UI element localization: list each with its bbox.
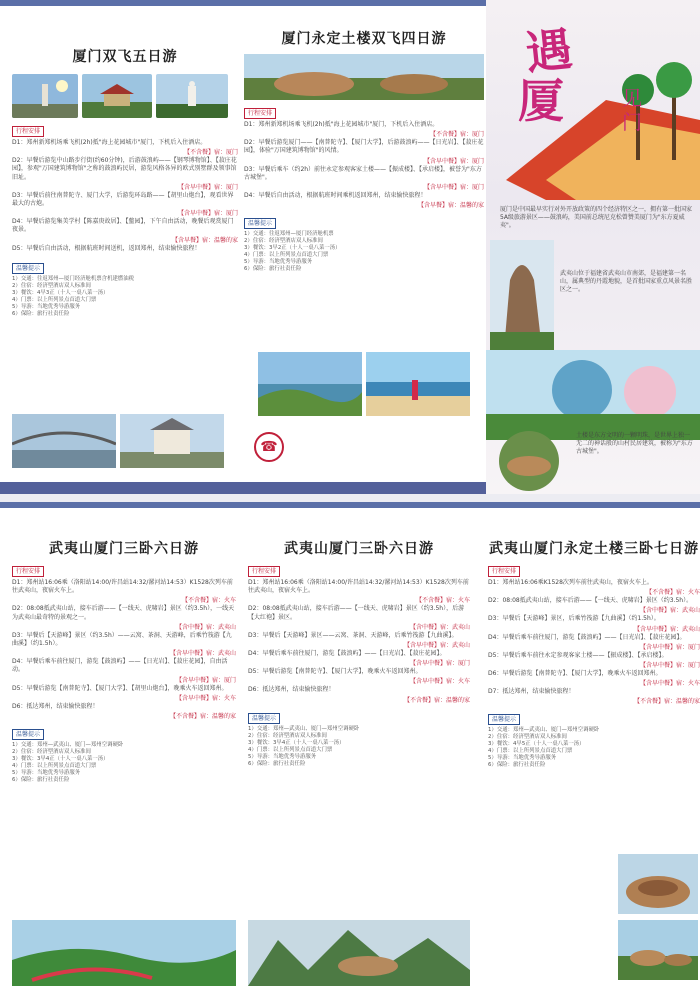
tip-item: 5）导游：当地优秀导游服务 (244, 259, 313, 266)
tip-item: 2）住宿：经济型酒店双人标准间 (488, 734, 567, 741)
day-item: D2：早餐后游览厦门——【南普陀寺】、【厦门大学】，后游鼓浪屿——【日光岩】、【菽庄花园】，体验"万国建筑博物馆"的风情。 (244, 139, 484, 155)
tip-item: 6）保险：旅行社责任险 (12, 310, 70, 317)
coast-photo (258, 352, 362, 416)
tulou-village-photo (618, 920, 698, 980)
meal-note: 【不含餐】宿：火车 (181, 597, 236, 605)
meal-note: 【不含餐】宿：厦门 (429, 131, 484, 139)
tip-item: 6）保险：旅行社责任险 (488, 762, 546, 769)
tulou-panorama-photo (244, 54, 484, 100)
tip-item: 6）保险：旅行社责任险 (248, 760, 306, 767)
panel-xiamen-tulou-4day (244, 0, 484, 494)
brand-title-char: 遇 (523, 21, 575, 81)
tips-list (488, 727, 608, 769)
tip-item: 6）保险：旅行社责任险 (12, 777, 70, 784)
meal-note: 【含中餐】宿：武夷山 (175, 623, 236, 631)
meal-note: 【含早中餐】宿：火车 (175, 694, 236, 702)
day-item: D4：早餐后乘车前往厦门，游览【鼓浪屿】——【日光岩】、【菽庄花园】。 (248, 650, 446, 658)
tips-list (248, 726, 470, 768)
panel-title: 厦门永定土楼双飞四日游 (281, 31, 447, 47)
meal-note: 【含中餐】宿：武夷山 (409, 623, 470, 631)
brand-panel (486, 0, 700, 494)
itinerary-label: 行程安排 (248, 566, 280, 577)
meal-note: 【含早餐】宿：温馨的家 (417, 202, 484, 210)
itinerary-label: 行程安排 (12, 126, 44, 137)
intro-wuyi: 武夷山位于福建省武夷山市南郊，是福建第一名山，属典型的丹霞地貌，是首批国家重点风景名胜区之一。 (560, 270, 693, 293)
photo-row (12, 74, 238, 118)
panel-wuyi-6day-a (12, 502, 236, 986)
day-item: D3：早餐后【天游峰】景区，后乘竹筏游【九曲溪】（约1.5h）。 (488, 615, 660, 623)
day-item: D1：郑州站16:06乘（洛阳站14:00/许昌站14:32/漯河站14:53）K1528次列车前往武夷山，夜宿火车上。 (12, 579, 233, 595)
day-item: D2：早餐后游览中山路步行街(约60分钟)，后游鼓浪屿——【钢琴博物馆】、【菽庄花园】，参观"万国建筑博物馆"之称的鼓浪屿民居，游览风格各异的欧式别墅群及领事馆旧址。 (12, 157, 237, 181)
tip-item: 5）导游：当地优秀导游服务 (12, 770, 81, 777)
tips-label: 温馨提示 (248, 713, 280, 724)
tips-label: 温馨提示 (244, 218, 276, 229)
meal-note: 【含早中餐】宿：武夷山 (633, 625, 700, 633)
tip-item: 1）交通：郑州—武夷山、厦门—郑州空调硬卧 (488, 727, 600, 734)
meal-note: 【含早中餐】宿：火车 (639, 680, 700, 688)
beach-photo (366, 352, 470, 416)
tip-item: 2）住宿：经济型酒店双人标准间 (248, 732, 327, 739)
meal-note: 【含早中餐】宿：厦门 (409, 660, 470, 668)
day-item: D3：早餐后前往南普陀寺、厦门大学，后游览环岛路——【胡里山炮台】，观看世界最大的古炮。 (12, 191, 234, 208)
brand-title-small: 见门 (622, 86, 642, 134)
meal-note: 【含中餐】宿：武夷山 (639, 607, 700, 615)
meal-note: 【不含餐】宿：温馨的家 (403, 696, 470, 704)
day-item: D5：早餐后游览【南普陀寺】、【厦门大学】、【胡里山炮台】，晚乘火车返回郑州。 (12, 684, 228, 692)
day-item: D5：早餐后自由活动，根据航班时间送机，返回郑州，结束愉快旅程！ (12, 244, 201, 252)
brand-title (518, 21, 642, 134)
day-item: D1：郑州新郑机场乘飞机(2h)抵"海上花园城市"厦门，下机后入住酒店。 (244, 121, 439, 128)
tip-item: 6）保险：旅行社责任险 (244, 266, 302, 273)
temple-photo (82, 74, 152, 118)
tips-list (12, 276, 238, 318)
tip-item: 3）餐饮：3早4正（十人一桌八菜一汤） (12, 756, 109, 763)
meal-note: 【不含餐】宿：厦门 (183, 149, 238, 157)
meal-note: 【含早中餐】宿：厦门 (177, 183, 238, 191)
panel-xiamen-5day (12, 0, 238, 494)
day-item: D2：08:08抵武夷山站，接车后游——【一线天、虎啸岩】景区（约3.5h），一线天为武夷山最奇特的景观之一。 (12, 605, 235, 621)
intro-xiamen: 厦门是中国最早实行对外开放政策的四个经济特区之一，拥有第一批国家5A级旅游景区——鼓浪屿，美国前总统尼克松曾赞美厦门为"东方夏威夷"。 (500, 206, 693, 229)
tip-item: 1）交通：往返郑州—厦门经济舱机票含机建燃油税 (12, 275, 135, 282)
day-item: D3：早餐后【天游峰】景区（约3.5h）——云窝、茶洞、天游峰，后乘竹筏游【九曲溪】（约1.5h）。 (12, 631, 232, 648)
meal-note: 【不含餐】宿：火车 (645, 589, 700, 597)
tip-item: 4）门票：以上所列景点首道大门票 (12, 296, 97, 303)
day-item: D5：早餐后游览【南普陀寺】、【厦门大学】，晚乘火车返回郑州。 (248, 668, 422, 676)
tip-item: 4）门票：以上所列景点首道大门票 (244, 252, 329, 259)
tip-item: 3）餐饮：4早5正（十人一桌八菜一汤） (488, 741, 585, 748)
panel-title: 武夷山厦门三卧六日游 (49, 541, 199, 557)
tip-item: 5）导游：当地优秀导游服务 (248, 753, 317, 760)
meal-note: 【不含餐】宿：温馨的家 (633, 698, 700, 706)
meal-note: 【含早中餐】宿：厦门 (177, 210, 238, 218)
itinerary-label: 行程安排 (12, 566, 44, 577)
tip-item: 2）住宿：经济型酒店双人标准间 (12, 282, 91, 289)
day-item: D1：郑州新郑机场乘飞机(2h)抵"海上花园城市"厦门，下机后入住酒店。 (12, 139, 207, 146)
tip-item: 2）住宿：经济型酒店双人标准间 (12, 749, 91, 756)
meal-note: 【不含餐】宿：温馨的家 (169, 713, 236, 721)
day-item: D6：抵达郑州，结束愉快旅程！ (12, 702, 99, 710)
tips-list (244, 231, 484, 273)
tips-list (12, 742, 236, 784)
brand-title-char: 厦 (518, 74, 564, 128)
rock-peak-photo (490, 240, 554, 350)
panel-title: 厦门双飞五日游 (72, 49, 178, 65)
meal-note: 【含早中餐】宿：火车 (409, 678, 470, 686)
panel-title: 武夷山厦门永定土楼三卧七日游 (489, 541, 699, 557)
day-item: D2：08:08抵武夷山站，接车后游——【一线天、虎啸岩】景区（约3.5h），后游【大红袍】景区。 (248, 605, 465, 621)
day-item: D6：早餐后游览【南普陀寺】、【厦门大学】，晚乘火车返回郑州。 (488, 670, 662, 678)
tulou-photo (618, 854, 698, 914)
day-item: D5：早餐后乘车前往永定参观客家土楼——【振成楼】、【承启楼】。 (488, 651, 668, 659)
meal-note: 【含早中餐】宿：厦门 (423, 184, 484, 192)
meal-note: 【含早中餐】宿：武夷山 (169, 650, 236, 658)
tip-item: 4）门票：以上所列景点首道大门票 (12, 763, 97, 770)
tip-item: 5）导游：当地优秀导游服务 (12, 303, 81, 310)
day-item: D3：早餐后乘车（约2h）前往永定参观客家土楼——【振成楼】、【承启楼】，被誉为"东方古城堡"。 (244, 165, 482, 181)
brochure-sheet-bottom (0, 502, 700, 986)
meal-note: 【不含餐】宿：火车 (415, 597, 470, 605)
bottom-photo-row (258, 352, 470, 416)
tip-item: 2）住宿：经济型酒店双人标准间 (244, 238, 323, 245)
wuyi-river-photo (486, 350, 700, 440)
day-item: D4：早餐后乘车前往厦门，游览【鼓浪屿】——【日光岩】、【菽庄花园】。 (488, 633, 686, 641)
meal-note: 【含早中餐】宿：武夷山 (403, 642, 470, 650)
day-item: D2：08:08抵武夷山站，接车后游——【一线天、虎啸岩】景区（约3.5h）。 (488, 597, 693, 605)
tip-item: 3）餐饮：4早3正（十人一桌八菜一汤） (12, 289, 109, 296)
day-item: D4：早餐后游览集美学村【陈嘉庚故居】、【鳌园】，下午自由活动，晚餐后观赏厦门夜景。 (12, 218, 234, 234)
tips-label: 温馨提示 (12, 263, 44, 274)
tip-item: 1）交通：郑州—武夷山、厦门—郑州空调硬卧 (248, 725, 360, 732)
day-item: D1：郑州站16:06乘（洛阳站14:00/许昌站14:32/漯河站14:53）K1528次列车前往武夷山，夜宿火车上。 (248, 579, 469, 595)
mountain-mist-photo (248, 920, 470, 986)
garden-photo (12, 920, 236, 986)
meal-note: 【含早餐】宿：温馨的家 (171, 236, 238, 244)
intro-tulou: 土楼是东方文明的一颗明珠，是世界上独一无二的神话般的山村民居建筑，被称为"东方古城堡"。 (576, 432, 693, 455)
day-item: D4：早餐后乘车前往厦门，游览【鼓浪屿】——【日光岩】、【菽庄花园】，自由活动。 (12, 658, 228, 674)
tip-item: 1）交通：往返郑州—厦门经济舱机票 (244, 231, 334, 238)
phone-icon: ☎ (254, 432, 284, 462)
bridge-photo (12, 414, 116, 468)
day-item: D4：早餐后自由活动，根据航班时间乘机返回郑州，结束愉快旅程！ (244, 192, 427, 200)
day-item: D3：早餐后【天游峰】景区——云窝、茶洞、天游峰，后乘竹筏游【九曲溪】。 (248, 631, 458, 639)
statue-photo (156, 74, 228, 118)
tip-item: 3）餐饮：3早2正（十人一桌八菜一汤） (244, 245, 341, 252)
panel-wuyi-6day-b (248, 502, 470, 986)
tip-item: 4）门票：以上所列景点首道大门票 (488, 748, 573, 755)
tip-item: 1）交通：郑州—武夷山、厦门—郑州空调硬卧 (12, 742, 124, 749)
tip-item: 5）导游：当地优秀导游服务 (488, 755, 557, 762)
meal-note: 【含早中餐】宿：厦门 (639, 643, 700, 651)
day-item: D7：抵达郑州，结束愉快旅程！ (488, 688, 575, 696)
panel-wuyi-tulou-7day (488, 502, 700, 986)
itinerary-label: 行程安排 (488, 566, 520, 577)
tip-item: 4）门票：以上所列景点首道大门票 (248, 746, 333, 753)
tulou-circle-photo (486, 430, 572, 492)
tip-item: 3）餐饮：3早4正（十人一桌八菜一汤） (248, 739, 345, 746)
meal-note: 【含早中餐】宿：厦门 (423, 157, 484, 165)
meal-note: 【含早中餐】宿：厦门 (175, 676, 236, 684)
itinerary-label: 行程安排 (244, 108, 276, 119)
day-item: D1：郑州站16:06乘K1528次列车前往武夷山，夜宿火车上。 (488, 579, 653, 586)
lighthouse-photo (12, 74, 78, 118)
sheet-gap (0, 494, 700, 502)
panel-title: 武夷山厦门三卧六日游 (284, 541, 434, 557)
bottom-photo-row (12, 414, 224, 468)
meal-note: 【含早中餐】宿：厦门 (639, 662, 700, 670)
gate-photo (120, 414, 224, 468)
tips-label: 温馨提示 (12, 729, 44, 740)
tips-label: 温馨提示 (488, 714, 520, 725)
day-item: D6：抵达郑州，结束愉快旅程！ (248, 686, 335, 694)
bottom-rule (0, 482, 486, 494)
